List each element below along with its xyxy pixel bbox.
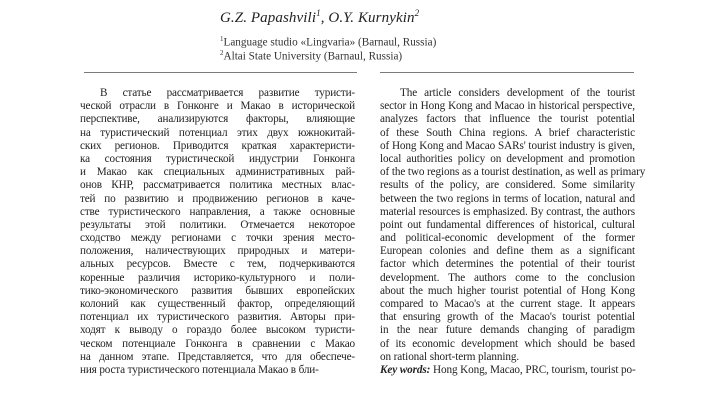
keywords-label: Key words: — [380, 363, 431, 376]
divider-left — [84, 72, 357, 73]
abstract-line: онов КНР, рассматривается политика местных влас- — [80, 179, 355, 192]
keywords-line — [380, 364, 635, 377]
abstract-line: и Макао как специальных административных рай- — [80, 166, 355, 179]
abstract-line: ходят к выводу о гораздо более высоком туристи- — [80, 324, 355, 337]
abstract-line: ческом потенциале Гонконга в сравнении с Макао — [80, 337, 355, 350]
abstract-line: local authorities policy on development and promotion — [380, 152, 635, 165]
cropped-title-line — [160, 0, 630, 4]
affiliation-1: $^1$Language studio «Lingvaria» (Barnaul, Russia) — [220, 35, 437, 49]
abstract-line: sector in Hong Kong and Macao in historical perspective, — [380, 100, 635, 113]
abstract-line: на данном этапе. Представляется, что для обеспече- — [80, 350, 355, 363]
keywords-text: Hong Kong, Macao, PRC, tourism, tourist po- — [430, 363, 636, 376]
abstract-line: перспективе, анализируются факторы, влияющие — [80, 113, 355, 126]
abstract-line: колоний как существенный фактор, определяющий — [80, 298, 355, 310]
abstract-line: factor which determines the potential of their tourist — [380, 258, 635, 271]
abstract-line: on rational short-term planning. — [380, 350, 520, 363]
abstract-line: of Hong Kong and Macao SARs' tourist industry is given, — [380, 139, 635, 152]
abstract-line: development. The authors come to the conclusion — [380, 271, 635, 284]
abstract-line: and political-economic development of the former — [380, 232, 635, 245]
abstract-line: about the much higher tourist potential of Hong Kong — [380, 284, 635, 297]
abstract-line: between the two regions in terms of location, natural and — [380, 192, 635, 205]
abstract-line: results of the policy, are considered. Some similarity — [380, 179, 635, 192]
abstract-english — [380, 87, 646, 377]
abstract-line: тико-экономического развития бывших европейских — [80, 284, 355, 297]
abstract-line: В статье рассматривается развитие туристи- — [100, 87, 355, 99]
affiliation-2: $^2$Altai State University (Barnaul, Russia) — [220, 49, 403, 63]
abstract-line: коренные различия историко-культурного и поли- — [80, 271, 355, 284]
abstract-line: point out fundamental differences of historical, cultural — [380, 218, 635, 231]
abstract-line: ческой отрасли в Гонконге и Макао в исторической — [80, 100, 355, 113]
abstract-line: material resources is emphasized. By contrast, the authors — [380, 205, 635, 218]
abstract-line: ния роста туристического потенциала Макао в бли- — [80, 363, 319, 376]
abstract-line: of these South China regions. A brief characteristic — [380, 126, 635, 139]
abstract-line: compared to Macao's at the current stage. It appears — [380, 298, 635, 310]
abstract-line: потенциал их туристического развития. Авторы при- — [80, 311, 355, 324]
abstract-line: The article considers development of the tourist — [400, 87, 635, 99]
abstract-line: European colonies and define them as a significant — [380, 245, 635, 258]
abstract-line: альных ресурсов. Вместе с тем, подчеркиваются — [80, 258, 355, 271]
abstract-line: of the two regions as a tourist destination, as well as primary — [380, 166, 646, 179]
divider-right — [380, 72, 634, 73]
abstract-line: сходство между регионами с точки зрения место- — [80, 232, 355, 245]
abstract-russian — [80, 87, 355, 377]
abstract-line: of its economic development which should be based — [380, 337, 635, 350]
abstract-line: на туристический потенциал этих двух южнокитай- — [80, 126, 355, 139]
abstract-line: analyzes factors that influence the tourist potential — [380, 113, 635, 126]
abstract-line: ских регионов. Приводится краткая характеристи- — [80, 139, 355, 152]
abstract-line: тей по развитию и продвижению регионов в каче- — [80, 192, 355, 205]
authors-line: G.Z. Papashvili$^1$, O.Y. Kurnykin$^2$ — [220, 8, 420, 26]
abstract-line: результаты этой политики. Отмечается некоторое — [80, 218, 355, 231]
abstract-line: ка состояния туристической индустрии Гонконга — [80, 152, 355, 165]
abstract-line: that ensuring growth of the Macao's tourist potential — [380, 311, 635, 324]
abstract-line: положения, наличествующих природных и матери- — [80, 245, 355, 258]
abstract-line: in the near future demands changing of paradigm — [380, 324, 635, 337]
abstract-line: стве туристического направления, а также основные — [80, 205, 355, 218]
